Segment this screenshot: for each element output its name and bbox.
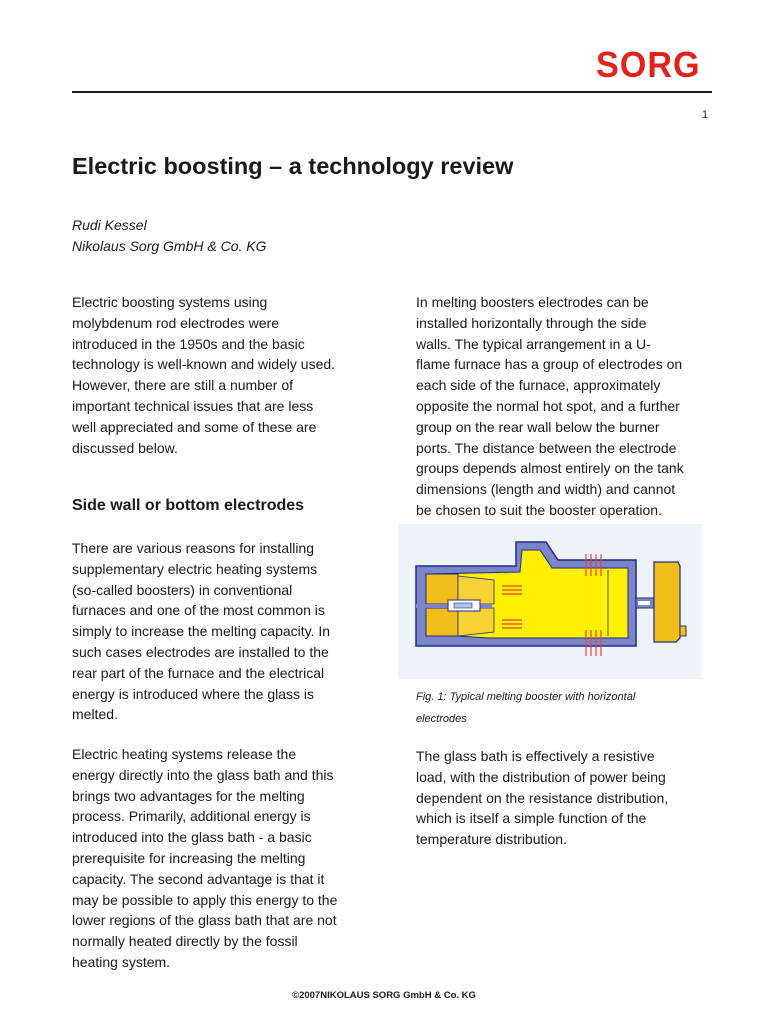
left-column-intro [72,292,372,458]
header-rule [72,91,712,93]
resistive-load-paragraph: The glass bath is effectively a resistive load, with the distribution of power being dependent on the resistance distribution, which is itself a simple function of the temperature distribution. [416,748,669,848]
section-heading: Side wall or bottom electrodes [72,497,305,514]
author-name: Rudi Kessel [72,217,147,233]
furnace-diagram [398,524,702,679]
throat-channel [638,601,650,605]
burner-core [454,603,472,608]
author-affiliation: Nikolaus Sorg GmbH & Co. KG [72,238,267,254]
document-title: Electric boosting – a technology review [72,153,514,179]
working-end [654,562,680,642]
figure-caption: Fig. 1: Typical melting booster with horizontal electrodes [416,691,636,725]
burner-port-lower [426,608,458,636]
port-neck-lower [458,608,494,636]
melting-boosters-paragraph: In melting boosters electrodes can be installed horizontally through the side walls. The typical arrangement in a U- flame furnace has a group of electrodes on each side of the furnace, approximately opposite the normal hot spot, and a further group on the rear wall below the burner ports. The distance between the electrode groups depends almost entirely on the tank dimensions (length and width) and cannot be chosen to suit the booster operation. [416,294,684,518]
footer-copyright: ©2007NIKOLAUS SORG GmbH & Co. KG [292,990,476,1001]
intro-paragraph: Electric boosting systems using molybdenum rod electrodes were introduced in the 1950s and the basic technology is well-known and widely used. However, there are still a number of important technical issues that are less well appreciated and some of these are discussed below. [72,294,336,456]
author-block [72,215,267,257]
sorg-logo: SORG [596,44,701,85]
advantages-paragraph: Electric heating systems release the energy directly into the glass bath and this brings two advantages for the melting process. Primarily, additional energy is introduced into the glass bath - a basic prerequisite for increasing the melting capacity. The second advantage is that it may be possible to apply this energy to the lower regions of the glass bath that are not normally heated directly by the fossil heating system. [72,746,338,970]
right-column-top [416,292,716,521]
working-end-lip [680,626,686,636]
page-number: 1 [702,109,709,121]
boosters-paragraph: There are various reasons for installing supplementary electric heating systems (so-called boosters) in conventional furnaces and one of the most common is simply to increase the melting capacity. In such cases electrodes are installed to the rear part of the furnace and the electrical energy is introduced where the glass is melted. [72,540,331,723]
